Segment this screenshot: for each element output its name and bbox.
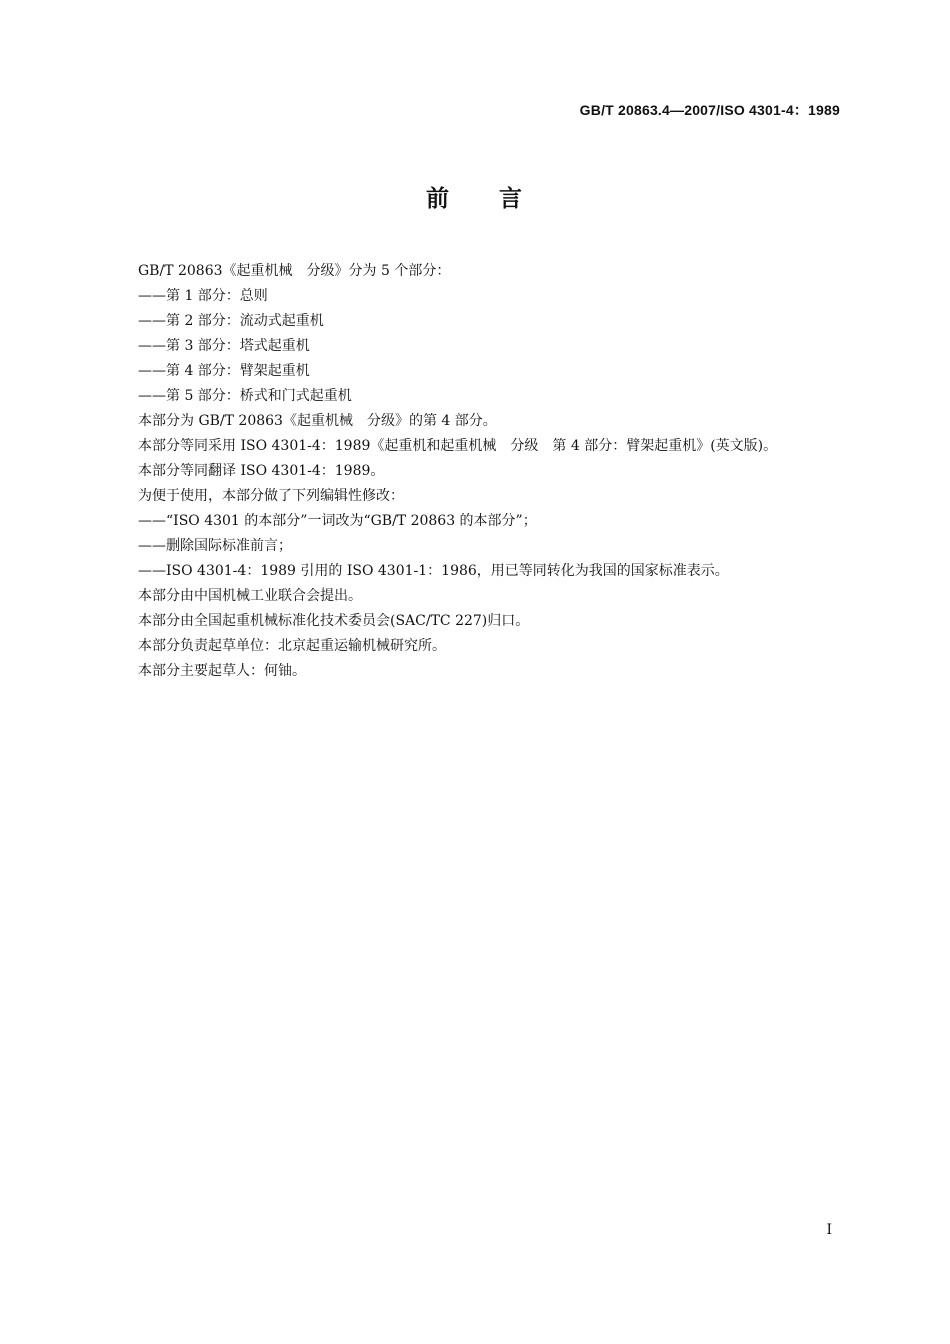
paragraph-line: ——ISO 4301-4：1989 引用的 ISO 4301-1：1986，用已等同转化为我国的国家标准表示。 <box>138 563 729 579</box>
paragraph-line: ——第 3 部分：塔式起重机 <box>138 338 310 354</box>
paragraph-line: GB/T 20863《起重机械 分级》分为 5 个部分： <box>138 263 451 279</box>
paragraph-line: ——删除国际标准前言； <box>138 538 292 554</box>
paragraph-line: ——第 2 部分：流动式起重机 <box>138 313 324 329</box>
paragraph-line: ——第 1 部分：总则 <box>138 288 268 304</box>
paragraph-line: ——“ISO 4301 的本部分”一词改为“GB/T 20863 的本部分”； <box>138 513 537 529</box>
paragraph-line: ——第 5 部分：桥式和门式起重机 <box>138 388 352 404</box>
page-title <box>0 180 950 213</box>
paragraph-line: 本部分等同翻译 ISO 4301-4：1989。 <box>138 463 385 479</box>
paragraph-line: 本部分由全国起重机械标准化技术委员会(SAC/TC 227)归口。 <box>138 613 530 629</box>
paragraph-line: 本部分为 GB/T 20863《起重机械 分级》的第 4 部分。 <box>138 413 497 429</box>
standard-number-header: GB/T 20863.4—2007/ISO 4301-4：1989 <box>579 102 840 118</box>
paragraph-line: 本部分负责起草单位：北京起重运输机械研究所。 <box>138 638 446 654</box>
paragraph-line: 为便于使用，本部分做了下列编辑性修改： <box>138 488 404 504</box>
paragraph-line: 本部分由中国机械工业联合会提出。 <box>138 588 362 604</box>
page-title-char-2: 言 <box>499 186 524 212</box>
paragraph-line: 本部分主要起草人：何铀。 <box>138 663 306 679</box>
page-title-char-1: 前 <box>426 186 451 212</box>
page-number: I <box>826 1222 832 1238</box>
foreword-body <box>138 259 858 684</box>
paragraph-line: 本部分等同采用 ISO 4301-4：1989《起重机和起重机械 分级 第 4 部分：臂架起重机》(英文版)。 <box>138 438 778 454</box>
paragraph-line: ——第 4 部分：臂架起重机 <box>138 363 310 379</box>
